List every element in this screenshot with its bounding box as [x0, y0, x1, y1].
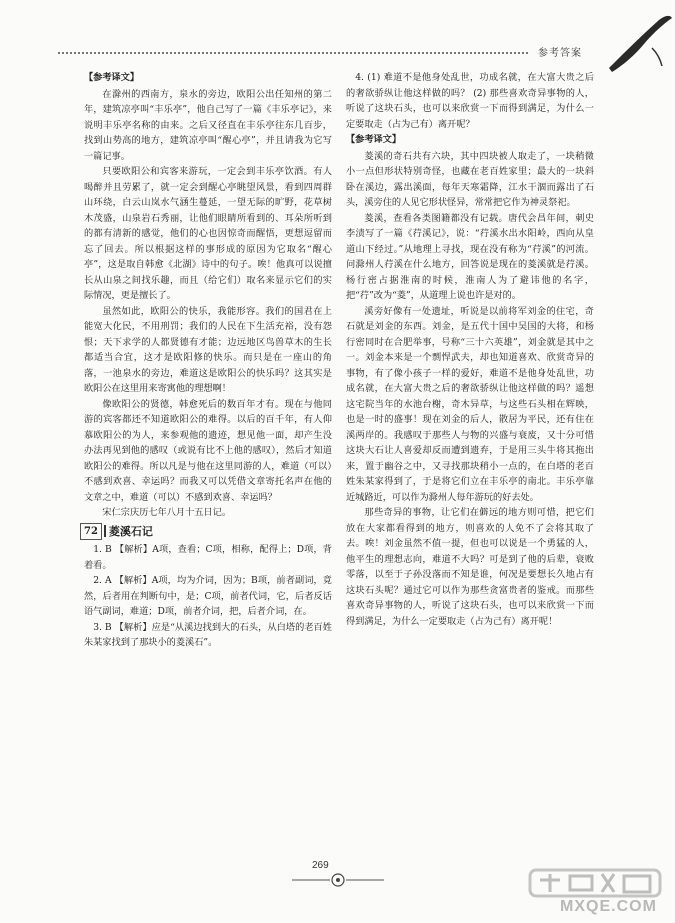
paragraph: 菱溪，查看各类图籍都没有记载。唐代会昌年间，刺史李渍写了一篇《荇溪记》，说：“荇溪水出水阳岭，西向从皇道山下经过。”从地理上寻找，现在没有称为“荇溪”的河流。问滁州人荇溪在什么地方，回答说是现在的菱溪就是荇溪。杨行密占据淮南的时候，淮南人为了避讳他的名字，把“荇”改为“菱”，从道理上说也许是对的。 — [346, 212, 594, 301]
section-title-text: 菱溪石记 — [108, 524, 153, 538]
answer-item: 3. B 【解析】应是“从溪边找到大的石头，从白塔的老百姓朱某家找到了那块小的菱溪石”。 — [84, 621, 332, 648]
left-column — [84, 70, 332, 651]
section-title — [80, 523, 332, 541]
paragraph: 像欧阳公的贤德，韩愈死后的数百年才有。现在与他同游的宾客都还不知道欧阳公的难得。以后的百千年，有人仰慕欧阳公的为人，来参观他的遗迹，想见他一面，却产生没办法再见到他的感叹（或说有比不上他的感叹），然后才知道欧阳公的难得。所以凡是与他在这里同游的人，难道（可以）不感到欢喜、幸运吗？而我又可以凭借文章寄托名声在他的文章之中，难道（可以）不感到欢喜、幸运吗？ — [84, 398, 332, 503]
watermark-site-text: MXQE.COM — [560, 898, 657, 915]
paragraph: 菱溪的奇石共有六块，其中四块被人取走了，一块稍微小一点但形状特别奇怪，也藏在老百姓家里；最大的一块斜卧在溪边，露出溪面，每年天寒霜降，江水干涸而露出了石头，溪旁住的人见它形状怪异，常常把它作为神灵祭祀。 — [346, 150, 594, 208]
brush-stroke-decoration — [604, 8, 674, 78]
paragraph: 那些奇异的事物，让它们在僻远的地方则可惜，把它们放在大家都看得到的地方，则喜欢的人免不了会将其取了去。唉！刘金虽然不值一提，但也可以说是一个勇猛的人，他平生的理想志向，难道不大吗？可是到了他的后辈，衰败零落，以至于子孙没落而不知是谁，何况是要想长久地占有这块石头呢？通过它可以作为那些贪富贵者的鉴戒。而那些喜欢奇异事物的人，听说了这块石头，也可以来欣赏一下而得到满足，为什么一定要取走（占为己有）离开呢！ — [346, 507, 594, 627]
paragraph: 虽然如此，欧阳公的快乐，我能形容。我们的国君在上能宽大化民，不用刑罚；我们的人民在下生活充裕，没有怨恨；天下求学的人都贤德有才能；边远地区鸟兽草木的生长都适当合宜，这才是欧阳修的快乐。而只是在一座山的角落，一池泉水的旁边，难道这是欧阳公的快乐吗？这其实是欧阳公在这里用来寄寓他的理想啊！ — [84, 305, 332, 394]
ref-translation-heading: 【参考译文】 — [84, 72, 140, 83]
answer-item: 4. (1) 难道不是他身处乱世，功成名就，在大富大贵之后的奢欲骄纵让他这样做的吗？ (2) 那些喜欢奇异事物的人，听说了这块石头，也可以来欣赏一下而得到满足，为什么一定要取走（占为己有）离开呢？ — [346, 72, 594, 130]
paragraph: 溪旁好像有一处遗址，听说是以前将军刘金的住宅，奇石就是刘金的东西。刘金，是五代十国中吴国的大将，和杨行密同时在合肥举事，号称“三十六英雄”，刘金就是其中之一。刘金本来是一个剽悍武夫，却也知道喜欢、欣赏奇异的事物，有了像小孩子一样的爱好，难道不是他身处乱世，功成名就，在大富大贵之后的奢欲骄纵让他这样做的吗？遥想这宅院当年的水池台榭，奇木异草，与这些石头相在辉映，也是一时的盛事！现在刘金的后人，散居为平民，还有住在溪两岸的。我感叹于那些人与物的兴盛与衰废，又十分可惜这块大石让人喜爱却反而遭到遗弃，于是用三头牛将其拖出来，置于幽谷之中，又寻找那块稍小一点的，在白塔的老百姓朱某家得到了，于是将它们立在丰乐亭的南北。丰乐亭靠近城路近，可以作为滁州人每年游玩的好去处。 — [346, 305, 594, 503]
header-dotted-rule — [58, 52, 528, 54]
section-number: 72 — [80, 523, 102, 541]
header-label: 参考答案 — [538, 48, 582, 59]
page-ornament — [292, 872, 384, 888]
section-bar — [104, 525, 106, 537]
ref-translation-heading: 【参考译文】 — [346, 134, 402, 145]
paragraph: 宋仁宗庆历七年八月十五日记。 — [102, 507, 232, 518]
answer-item: 2. A 【解析】A项，均为介词，因为；B项，前者副词，竟然，后者用在判断句中，是；C项，前者代词，它，后者反话语气副词，难道；D项，前者介词，把，后者介词，在。 — [84, 575, 332, 617]
paragraph: 在滁州的西南方，泉水的旁边，欧阳公出任知州的第二年，建筑凉亭叫“丰乐亭”，他自己写了一篇《丰乐亭记》，来说明丰乐亭名称的由来。之后又径直在丰乐亭往东几百步，找到山势高的地方，建筑凉亭叫“醒心亭”，并且请我为它写一篇记事。 — [84, 88, 332, 162]
right-column — [346, 70, 594, 629]
answer-item: 1. B 【解析】A项，查看；C项，相称，配得上；D项，背着看。 — [84, 544, 332, 571]
paragraph: 只要欧阳公和宾客来游玩，一定会到丰乐亭饮酒。有人喝醉并且劳累了，就一定会到醒心亭眺望风景，看到四周群山环绕，白云山岚水气涵生蔓延，一望无际的旷野，花草树木茂盛，山泉岩石秀丽，让他们眼睛所看到的、耳朵所听到的都有清新的感觉，他们的心也因惊奇而醒悟，更想逗留而忘了回去。所以根据这样的事形成的原因为它取名“醒心亭”，这是取自韩愈《北湖》诗中的句子。唉！他真可以说擅长从山泉之间找乐趣，而且（给它们）取名来显示它们的实际情况，更是擅长了。 — [84, 166, 332, 301]
page-number: 269 — [312, 860, 329, 871]
